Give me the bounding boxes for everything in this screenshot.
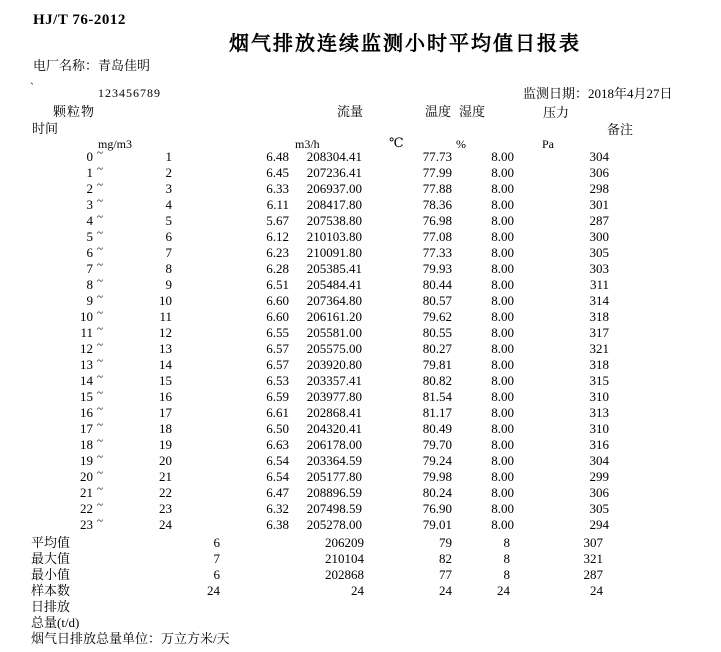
footer-line-flue-gas-unit: 烟气日排放总量单位：万立方米/天 <box>31 631 230 646</box>
cell-flow: 208417.80 <box>306 197 362 212</box>
cell-hour-end: 6 <box>165 229 172 244</box>
cell-flow: 205575.00 <box>306 341 362 356</box>
cell-temperature: 80.57 <box>422 293 452 308</box>
hourly-rows <box>0 149 721 533</box>
summary-label: 样本数 <box>31 583 71 598</box>
summary-label: 平均值 <box>31 535 71 550</box>
plant-name-label: 电厂名称： <box>33 58 99 73</box>
cell-temperature: 76.90 <box>422 501 452 516</box>
cell-humidity: 8.00 <box>491 245 514 260</box>
cell-flow: 203920.80 <box>306 357 362 372</box>
cell-pressure: 300 <box>589 229 609 244</box>
cell-hour-start: 18 <box>80 437 93 452</box>
cell-flow: 205177.80 <box>306 469 362 484</box>
cell-temperature: 79.24 <box>422 453 452 468</box>
summary-value: 321 <box>583 551 603 566</box>
table-row <box>0 517 721 533</box>
hour-range-tilde: ~ <box>97 163 103 175</box>
cell-pressure: 316 <box>589 437 609 452</box>
summary-label: 最大值 <box>31 551 71 566</box>
summary-value: 287 <box>583 567 603 582</box>
cell-flow: 205385.41 <box>306 261 362 276</box>
report-title: 烟气排放连续监测小时平均值日报表 <box>229 33 581 55</box>
cell-temperature: 77.88 <box>422 181 452 196</box>
monitor-date-value: 2018年4月27日 <box>588 86 673 101</box>
hour-range-tilde: ~ <box>97 371 103 383</box>
hour-range-tilde: ~ <box>97 355 103 367</box>
cell-hour-start: 11 <box>80 325 93 340</box>
cell-hour-start: 9 <box>86 293 93 308</box>
cell-humidity: 8.00 <box>491 213 514 228</box>
cell-hour-start: 20 <box>80 469 93 484</box>
cell-temperature: 81.54 <box>422 389 452 404</box>
cell-flow: 205484.41 <box>306 277 362 292</box>
summary-value: 8 <box>503 535 510 550</box>
cell-pressure: 299 <box>589 469 609 484</box>
cell-hour-start: 15 <box>80 389 93 404</box>
cell-particulate: 6.11 <box>266 197 289 212</box>
serial-number: 123456789 <box>98 86 161 100</box>
cell-particulate: 5.67 <box>266 213 289 228</box>
cell-pressure: 315 <box>589 373 609 388</box>
cell-pressure: 305 <box>589 501 609 516</box>
cell-temperature: 80.24 <box>422 485 452 500</box>
hour-range-tilde: ~ <box>97 147 103 159</box>
cell-pressure: 298 <box>589 181 609 196</box>
hour-range-tilde: ~ <box>97 259 103 271</box>
hour-range-tilde: ~ <box>97 435 103 447</box>
cell-temperature: 78.36 <box>422 197 452 212</box>
cell-pressure: 304 <box>589 149 609 164</box>
summary-value: 202868 <box>325 567 364 582</box>
cell-particulate: 6.53 <box>266 373 289 388</box>
hour-range-tilde: ~ <box>97 211 103 223</box>
cell-humidity: 8.00 <box>491 309 514 324</box>
cell-particulate: 6.63 <box>266 437 289 452</box>
cell-hour-start: 2 <box>86 181 93 196</box>
column-header-pressure: 压力 <box>543 105 570 120</box>
cell-flow: 208896.59 <box>306 485 362 500</box>
cell-hour-end: 13 <box>159 341 172 356</box>
cell-temperature: 80.44 <box>422 277 452 292</box>
cell-temperature: 80.49 <box>422 421 452 436</box>
hour-range-tilde: ~ <box>97 227 103 239</box>
cell-particulate: 6.48 <box>266 149 289 164</box>
monitor-date-line <box>523 83 673 102</box>
cell-hour-end: 5 <box>165 213 172 228</box>
hour-range-tilde: ~ <box>97 499 103 511</box>
unit-humidity: % <box>456 137 466 151</box>
column-header-flow: 流量 <box>337 104 364 119</box>
cell-particulate: 6.54 <box>266 469 289 484</box>
summary-value: 24 <box>207 583 220 598</box>
cell-particulate: 6.23 <box>266 245 289 260</box>
cell-temperature: 77.08 <box>422 229 452 244</box>
stray-mark: ` <box>30 80 34 94</box>
cell-flow: 202868.41 <box>306 405 362 420</box>
cell-hour-start: 13 <box>80 357 93 372</box>
cell-flow: 203977.80 <box>306 389 362 404</box>
hour-range-tilde: ~ <box>97 291 103 303</box>
hour-range-tilde: ~ <box>97 339 103 351</box>
summary-value: 24 <box>497 583 510 598</box>
cell-humidity: 8.00 <box>491 197 514 212</box>
hour-range-tilde: ~ <box>97 323 103 335</box>
summary-value: 206209 <box>325 535 364 550</box>
cell-particulate: 6.12 <box>266 229 289 244</box>
column-header-time: 时间 <box>32 121 59 136</box>
cell-temperature: 80.55 <box>422 325 452 340</box>
cell-humidity: 8.00 <box>491 357 514 372</box>
column-header-temperature: 温度 <box>425 104 452 119</box>
unit-pressure: Pa <box>542 137 554 151</box>
summary-value: 7 <box>213 551 220 566</box>
cell-pressure: 306 <box>589 485 609 500</box>
cell-hour-start: 14 <box>80 373 93 388</box>
cell-temperature: 77.99 <box>422 165 452 180</box>
cell-flow: 210103.80 <box>306 229 362 244</box>
cell-hour-end: 8 <box>165 261 172 276</box>
cell-pressure: 305 <box>589 245 609 260</box>
cell-temperature: 79.62 <box>422 309 452 324</box>
hour-range-tilde: ~ <box>97 419 103 431</box>
cell-pressure: 310 <box>589 421 609 436</box>
hour-range-tilde: ~ <box>97 467 103 479</box>
cell-flow: 206937.00 <box>306 181 362 196</box>
cell-particulate: 6.45 <box>266 165 289 180</box>
unit-flow: m3/h <box>295 137 320 151</box>
cell-particulate: 6.51 <box>266 277 289 292</box>
unit-temperature: ℃ <box>389 135 404 150</box>
cell-hour-end: 7 <box>165 245 172 260</box>
cell-hour-end: 11 <box>159 309 172 324</box>
cell-pressure: 311 <box>589 277 609 292</box>
hour-range-tilde: ~ <box>97 515 103 527</box>
cell-humidity: 8.00 <box>491 261 514 276</box>
cell-hour-end: 10 <box>159 293 172 308</box>
cell-humidity: 8.00 <box>491 501 514 516</box>
hour-range-tilde: ~ <box>97 275 103 287</box>
summary-row <box>0 535 721 551</box>
cell-humidity: 8.00 <box>491 437 514 452</box>
cell-particulate: 6.33 <box>266 181 289 196</box>
summary-value: 24 <box>439 583 452 598</box>
cell-flow: 207498.59 <box>306 501 362 516</box>
cell-temperature: 77.33 <box>422 245 452 260</box>
cell-humidity: 8.00 <box>491 485 514 500</box>
cell-humidity: 8.00 <box>491 517 514 532</box>
cell-flow: 203357.41 <box>306 373 362 388</box>
cell-temperature: 79.01 <box>422 517 452 532</box>
cell-pressure: 310 <box>589 389 609 404</box>
cell-flow: 207538.80 <box>306 213 362 228</box>
cell-humidity: 8.00 <box>491 469 514 484</box>
cell-hour-end: 12 <box>159 325 172 340</box>
cell-hour-start: 22 <box>80 501 93 516</box>
cell-flow: 207364.80 <box>306 293 362 308</box>
cell-particulate: 6.57 <box>266 357 289 372</box>
column-header-remark: 备注 <box>607 122 634 137</box>
cell-humidity: 8.00 <box>491 181 514 196</box>
cell-hour-end: 14 <box>159 357 172 372</box>
cell-pressure: 314 <box>589 293 609 308</box>
cell-pressure: 313 <box>589 405 609 420</box>
cell-particulate: 6.55 <box>266 325 289 340</box>
cell-hour-end: 2 <box>165 165 172 180</box>
cell-humidity: 8.00 <box>491 373 514 388</box>
cell-pressure: 301 <box>589 197 609 212</box>
cell-hour-start: 21 <box>80 485 93 500</box>
cell-hour-end: 16 <box>159 389 172 404</box>
cell-flow: 205278.00 <box>306 517 362 532</box>
cell-humidity: 8.00 <box>491 389 514 404</box>
summary-value: 8 <box>503 567 510 582</box>
cell-hour-end: 19 <box>159 437 172 452</box>
summary-value: 24 <box>590 583 603 598</box>
cell-pressure: 287 <box>589 213 609 228</box>
cell-hour-start: 3 <box>86 197 93 212</box>
hour-range-tilde: ~ <box>97 195 103 207</box>
cell-hour-start: 7 <box>86 261 93 276</box>
cell-hour-end: 3 <box>165 181 172 196</box>
cell-hour-start: 6 <box>86 245 93 260</box>
cell-temperature: 79.70 <box>422 437 452 452</box>
cell-pressure: 321 <box>589 341 609 356</box>
cell-hour-end: 4 <box>165 197 172 212</box>
cell-flow: 206178.00 <box>306 437 362 452</box>
summary-value: 82 <box>439 551 452 566</box>
plant-name-value: 青岛佳明 <box>98 58 151 73</box>
cell-particulate: 6.32 <box>266 501 289 516</box>
cell-temperature: 79.81 <box>422 357 452 372</box>
cell-hour-start: 12 <box>80 341 93 356</box>
cell-humidity: 8.00 <box>491 277 514 292</box>
cell-temperature: 80.27 <box>422 341 452 356</box>
cell-hour-start: 0 <box>86 149 93 164</box>
cell-hour-end: 9 <box>165 277 172 292</box>
unit-particulate: mg/m3 <box>98 137 133 151</box>
summary-row <box>0 567 721 583</box>
cell-pressure: 317 <box>589 325 609 340</box>
summary-value: 8 <box>503 551 510 566</box>
standard-number: HJ/T 76-2012 <box>33 12 126 28</box>
hour-range-tilde: ~ <box>97 403 103 415</box>
summary-label: 最小值 <box>31 567 71 582</box>
cell-particulate: 6.57 <box>266 341 289 356</box>
cell-hour-start: 8 <box>86 277 93 292</box>
cell-flow: 207236.41 <box>306 165 362 180</box>
cell-particulate: 6.47 <box>266 485 289 500</box>
cell-humidity: 8.00 <box>491 229 514 244</box>
cell-hour-end: 18 <box>159 421 172 436</box>
cell-particulate: 6.50 <box>266 421 289 436</box>
hour-range-tilde: ~ <box>97 451 103 463</box>
column-header-humidity: 湿度 <box>459 104 486 119</box>
cell-humidity: 8.00 <box>491 325 514 340</box>
cell-particulate: 6.54 <box>266 453 289 468</box>
cell-hour-end: 15 <box>159 373 172 388</box>
cell-hour-end: 17 <box>159 405 172 420</box>
cell-hour-start: 19 <box>80 453 93 468</box>
cell-pressure: 303 <box>589 261 609 276</box>
plant-name-line <box>33 55 150 74</box>
cell-humidity: 8.00 <box>491 421 514 436</box>
cell-hour-start: 10 <box>80 309 93 324</box>
hour-range-tilde: ~ <box>97 483 103 495</box>
cell-temperature: 79.93 <box>422 261 452 276</box>
monitor-date-label: 监测日期： <box>523 86 589 101</box>
cell-pressure: 306 <box>589 165 609 180</box>
summary-row <box>0 583 721 599</box>
cell-hour-start: 4 <box>86 213 93 228</box>
cell-humidity: 8.00 <box>491 453 514 468</box>
cell-humidity: 8.00 <box>491 165 514 180</box>
cell-hour-start: 1 <box>86 165 93 180</box>
hour-range-tilde: ~ <box>97 387 103 399</box>
cell-flow: 206161.20 <box>306 309 362 324</box>
cell-particulate: 6.28 <box>266 261 289 276</box>
cell-temperature: 81.17 <box>422 405 452 420</box>
summary-value: 79 <box>439 535 452 550</box>
summary-rows <box>0 535 721 599</box>
cell-temperature: 77.73 <box>422 149 452 164</box>
cell-flow: 205581.00 <box>306 325 362 340</box>
cell-hour-start: 17 <box>80 421 93 436</box>
cell-humidity: 8.00 <box>491 405 514 420</box>
cell-flow: 204320.41 <box>306 421 362 436</box>
cell-hour-end: 24 <box>159 517 172 532</box>
hour-range-tilde: ~ <box>97 243 103 255</box>
cell-particulate: 6.59 <box>266 389 289 404</box>
cell-particulate: 6.61 <box>266 405 289 420</box>
cell-hour-start: 16 <box>80 405 93 420</box>
hour-range-tilde: ~ <box>97 179 103 191</box>
cell-particulate: 6.60 <box>266 309 289 324</box>
cell-temperature: 76.98 <box>422 213 452 228</box>
cell-temperature: 80.82 <box>422 373 452 388</box>
summary-value: 24 <box>351 583 364 598</box>
footer-line-total-unit: 总量(t/d) <box>31 615 80 630</box>
column-header-particulate: 颗粒物 <box>53 104 96 119</box>
cell-hour-start: 23 <box>80 517 93 532</box>
footer-line-daily-emission: 日排放 <box>31 599 71 614</box>
cell-hour-end: 23 <box>159 501 172 516</box>
cell-hour-start: 5 <box>86 229 93 244</box>
cell-hour-end: 21 <box>159 469 172 484</box>
cell-particulate: 6.38 <box>266 517 289 532</box>
cell-pressure: 318 <box>589 357 609 372</box>
cell-flow: 210091.80 <box>306 245 362 260</box>
cell-particulate: 6.60 <box>266 293 289 308</box>
summary-value: 307 <box>583 535 603 550</box>
summary-value: 77 <box>439 567 452 582</box>
cell-humidity: 8.00 <box>491 293 514 308</box>
cell-humidity: 8.00 <box>491 341 514 356</box>
cell-flow: 203364.59 <box>306 453 362 468</box>
cell-hour-end: 1 <box>165 149 172 164</box>
cell-temperature: 79.98 <box>422 469 452 484</box>
cell-pressure: 294 <box>589 517 609 532</box>
summary-row <box>0 551 721 567</box>
cell-pressure: 304 <box>589 453 609 468</box>
cell-hour-end: 22 <box>159 485 172 500</box>
cell-pressure: 318 <box>589 309 609 324</box>
hour-range-tilde: ~ <box>97 307 103 319</box>
cell-humidity: 8.00 <box>491 149 514 164</box>
cell-flow: 208304.41 <box>306 149 362 164</box>
summary-value: 6 <box>213 567 220 582</box>
summary-value: 6 <box>213 535 220 550</box>
cell-hour-end: 20 <box>159 453 172 468</box>
summary-value: 210104 <box>325 551 364 566</box>
